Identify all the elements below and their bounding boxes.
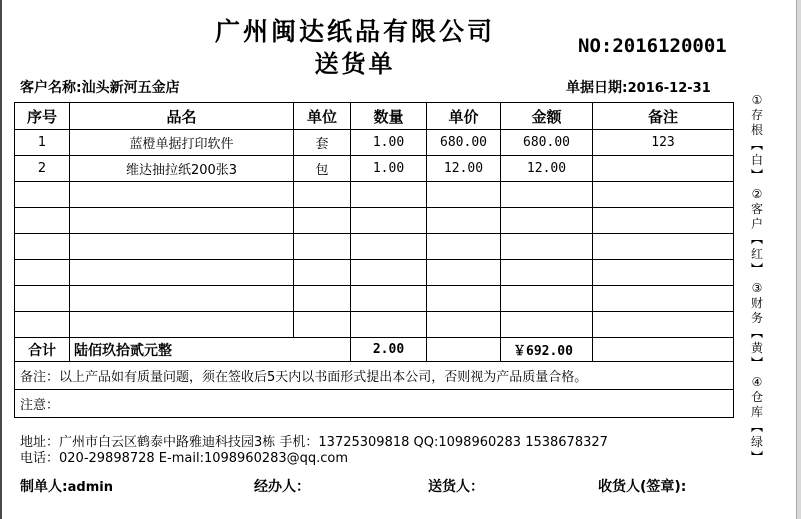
- copy-2: [744, 187, 770, 277]
- copy-3: [744, 281, 770, 371]
- window-left-border: [0, 0, 2, 519]
- cell-price: 680.00: [427, 130, 501, 156]
- cell-seq: 1: [15, 130, 70, 156]
- cell-qty: 1.00: [351, 130, 427, 156]
- column-header: 金额: [501, 103, 593, 130]
- receiver-label: 收货人(签章):: [598, 479, 687, 495]
- copy-number: ②: [751, 187, 763, 201]
- handler-label: 经办人：: [254, 479, 310, 495]
- date-line: [566, 77, 711, 97]
- total-label: 合计: [15, 338, 70, 362]
- delivery-table: [14, 102, 734, 418]
- copy-char: 根: [750, 123, 763, 137]
- column-header: 序号: [15, 103, 70, 130]
- cell-amount: 12.00: [501, 156, 593, 182]
- copy-number: ③: [751, 281, 763, 295]
- document-title: 送货单: [314, 50, 396, 78]
- cell-remark: 123: [593, 130, 734, 156]
- copy-char: 库: [750, 405, 763, 419]
- cell-name: 维达抽拉纸200张3: [70, 156, 294, 182]
- copy-char: 务: [750, 311, 763, 325]
- cell-seq: 2: [15, 156, 70, 182]
- copy-char: 仓: [750, 390, 763, 404]
- bracket-open: ︻: [750, 138, 763, 152]
- total-amount: ￥692.00: [501, 338, 593, 362]
- bracket-close: ︼: [750, 262, 763, 276]
- empty-row[interactable]: [15, 182, 734, 208]
- empty-row[interactable]: [15, 234, 734, 260]
- maker-label: 制单人:: [20, 479, 68, 495]
- copy-char: 客: [750, 202, 763, 216]
- deliverer-label: 送货人：: [428, 479, 484, 495]
- table-header-row: [15, 103, 734, 130]
- column-header: 备注: [593, 103, 734, 130]
- cell-remark: [593, 156, 734, 182]
- copy-char: 户: [750, 217, 763, 231]
- empty-row[interactable]: [15, 260, 734, 286]
- column-header: 数量: [351, 103, 427, 130]
- customer-label: 客户名称:: [20, 80, 82, 96]
- cell-unit: 包: [294, 156, 351, 182]
- column-header: 单位: [294, 103, 351, 130]
- total-qty: 2.00: [351, 338, 427, 362]
- date-value: 2016-12-31: [627, 81, 711, 96]
- column-header: 品名: [70, 103, 294, 130]
- attention-text: 注意：: [15, 390, 734, 418]
- company-name: 广州闽达纸品有限公司: [214, 17, 495, 46]
- bracket-open: ︻: [750, 420, 763, 434]
- cell-price: 12.00: [427, 156, 501, 182]
- maker-field: [20, 476, 113, 496]
- total-in-words: 陆佰玖拾贰元整: [70, 338, 351, 362]
- date-label: 单据日期:: [566, 80, 628, 96]
- remarks-row: [15, 362, 734, 390]
- copy-number: ①: [751, 93, 763, 107]
- doc-no-value: 2016120001: [612, 35, 727, 57]
- bracket-close: ︼: [750, 168, 763, 182]
- vertical-scrollbar[interactable]: [796, 0, 801, 519]
- copy-color: 红: [750, 247, 763, 261]
- copy-color: 绿: [750, 435, 763, 449]
- copy-4: [744, 375, 770, 465]
- empty-row[interactable]: [15, 286, 734, 312]
- copy-color: 白: [750, 153, 763, 167]
- bracket-close: ︼: [750, 356, 763, 370]
- total-row: [15, 338, 734, 362]
- address-line: 地址：广州市白云区鹤泰中路雅迪科技园3栋 手机：13725309818 QQ:1098960283 1538678327: [20, 435, 608, 450]
- table-row[interactable]: [15, 156, 734, 182]
- table-row[interactable]: [15, 130, 734, 156]
- copy-char: 存: [750, 108, 763, 122]
- cell-unit: 套: [294, 130, 351, 156]
- bracket-open: ︻: [750, 232, 763, 246]
- maker-value: admin: [67, 480, 113, 495]
- cell-amount: 680.00: [501, 130, 593, 156]
- phone-line: 电话：020-29898728 E-mail:1098960283@qq.com: [20, 451, 349, 466]
- copy-1: [744, 93, 770, 183]
- copy-number: ④: [751, 375, 763, 389]
- remarks-text: 备注：以上产品如有质量问题，须在签收后5天内以书面形式提出本公司，否则视为产品质量合格。: [15, 362, 734, 390]
- customer-value: 汕头新河五金店: [81, 80, 180, 96]
- bracket-open: ︻: [750, 326, 763, 340]
- empty-row[interactable]: [15, 312, 734, 338]
- copy-color: 黄: [750, 341, 763, 355]
- cell-qty: 1.00: [351, 156, 427, 182]
- document-number: [578, 35, 727, 57]
- cell-name: 蓝橙单据打印软件: [70, 130, 294, 156]
- attention-row: [15, 390, 734, 418]
- doc-no-label: NO:: [578, 35, 613, 57]
- customer-line: [20, 77, 180, 97]
- empty-row[interactable]: [15, 208, 734, 234]
- bracket-close: ︼: [750, 450, 763, 464]
- column-header: 单价: [427, 103, 501, 130]
- copy-distribution-sidebar: [744, 93, 770, 465]
- copy-char: 财: [750, 296, 763, 310]
